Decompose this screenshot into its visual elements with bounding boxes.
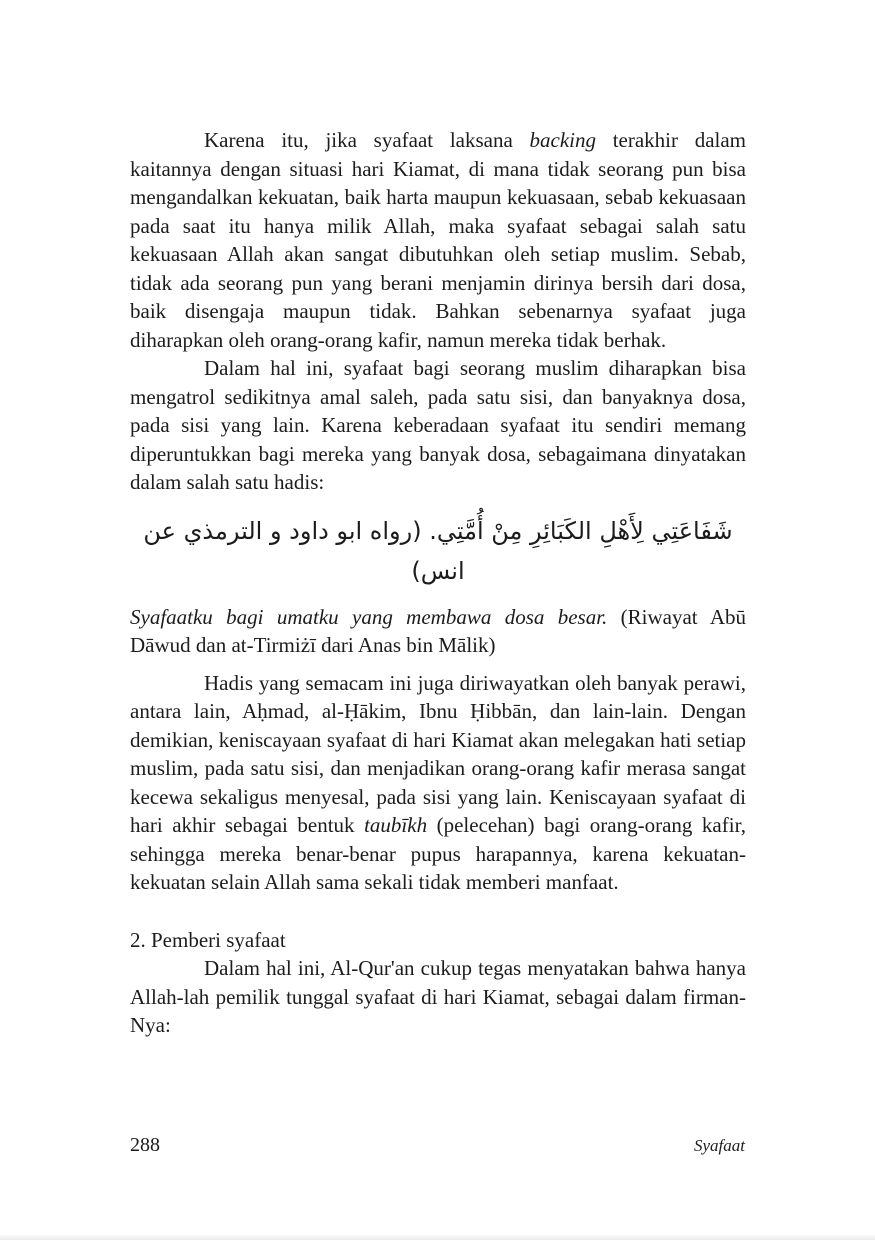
page-number: 288 [130, 1134, 160, 1156]
hadith-arabic-text: شَفَاعَتِي لِأَهْلِ الكَبَائِرِ مِنْ أُمَّتِي. (رواه ابو داود و الترمذي عن انس) [143, 516, 733, 585]
text-block [130, 126, 746, 1040]
scan-edge-shadow [0, 1234, 875, 1240]
paragraph-dalam-hal-ini: Dalam hal ini, syafaat bagi seorang muslim diharapkan bisa mengatrol sedikitnya amal saleh, pada satu sisi, dan banyaknya dosa, pada sisi yang lain. Karena keberadaan syafaat itu sendiri memang diperuntukkan bagi mereka yang banyak dosa, sebagaimana dinyatakan dalam salah satu hadis: [130, 356, 746, 494]
paragraph-karena-itu: Karena itu, jika syafaat laksana backing terakhir dalam kaitannya dengan situasi hari Kiamat, di mana tidak seorang pun bisa mengandalkan kekuatan, baik harta maupun kekuasaan, sebab kekuasaan pada saat itu hanya milik Allah, maka syafaat sebagai salah satu kekuasaan Allah akan sangat dibutuhkan oleh setiap muslim. Sebab, tidak ada seorang pun yang berani menjamin dirinya bersih dari dosa, baik disengaja maupun tidak. Bahkan sebenarnya syafaat juga diharapkan oleh orang-orang kafir, namun mereka tidak berhak. [130, 128, 747, 352]
running-title: Syafaat [694, 1136, 745, 1155]
paragraph-hadis-semacam: Hadis yang semacam ini juga diriwayatkan oleh banyak perawi, antara lain, Aḥmad, al-Ḥākim, Ibnu Ḥibbān, dan lain-lain. Dengan demikian, keniscayaan syafaat di hari Kiamat akan melegakan hati setiap muslim, pada satu sisi, dan menjadikan orang-orang kafir merasa sangat kecewa sekaligus menyesal, pada sisi yang lain. Keniscayaan syafaat di hari akhir sebagai bentuk taubīkh (pelecehan) bagi orang-orang kafir, sehingga mereka benar-benar pupus harapannya, karena kekuatan-kekuatan selain Allah sama sekali tidak memberi manfaat. [130, 670, 746, 894]
hadith-translation: Syafaatku bagi umatku yang membawa dosa besar. (Riwayat Abū Dāwud dan at-Tirmiżī dari Anas bin Mālik) [130, 604, 746, 657]
section-heading-pemberi-syafaat: 2. Pemberi syafaat [130, 927, 286, 952]
paragraph-al-quran: Dalam hal ini, Al-Qur'an cukup tegas menyatakan bahwa hanya Allah-lah pemilik tunggal syafaat di hari Kiamat, sebagai dalam firman-Nya: [130, 956, 746, 1037]
page-footer [130, 1134, 745, 1157]
